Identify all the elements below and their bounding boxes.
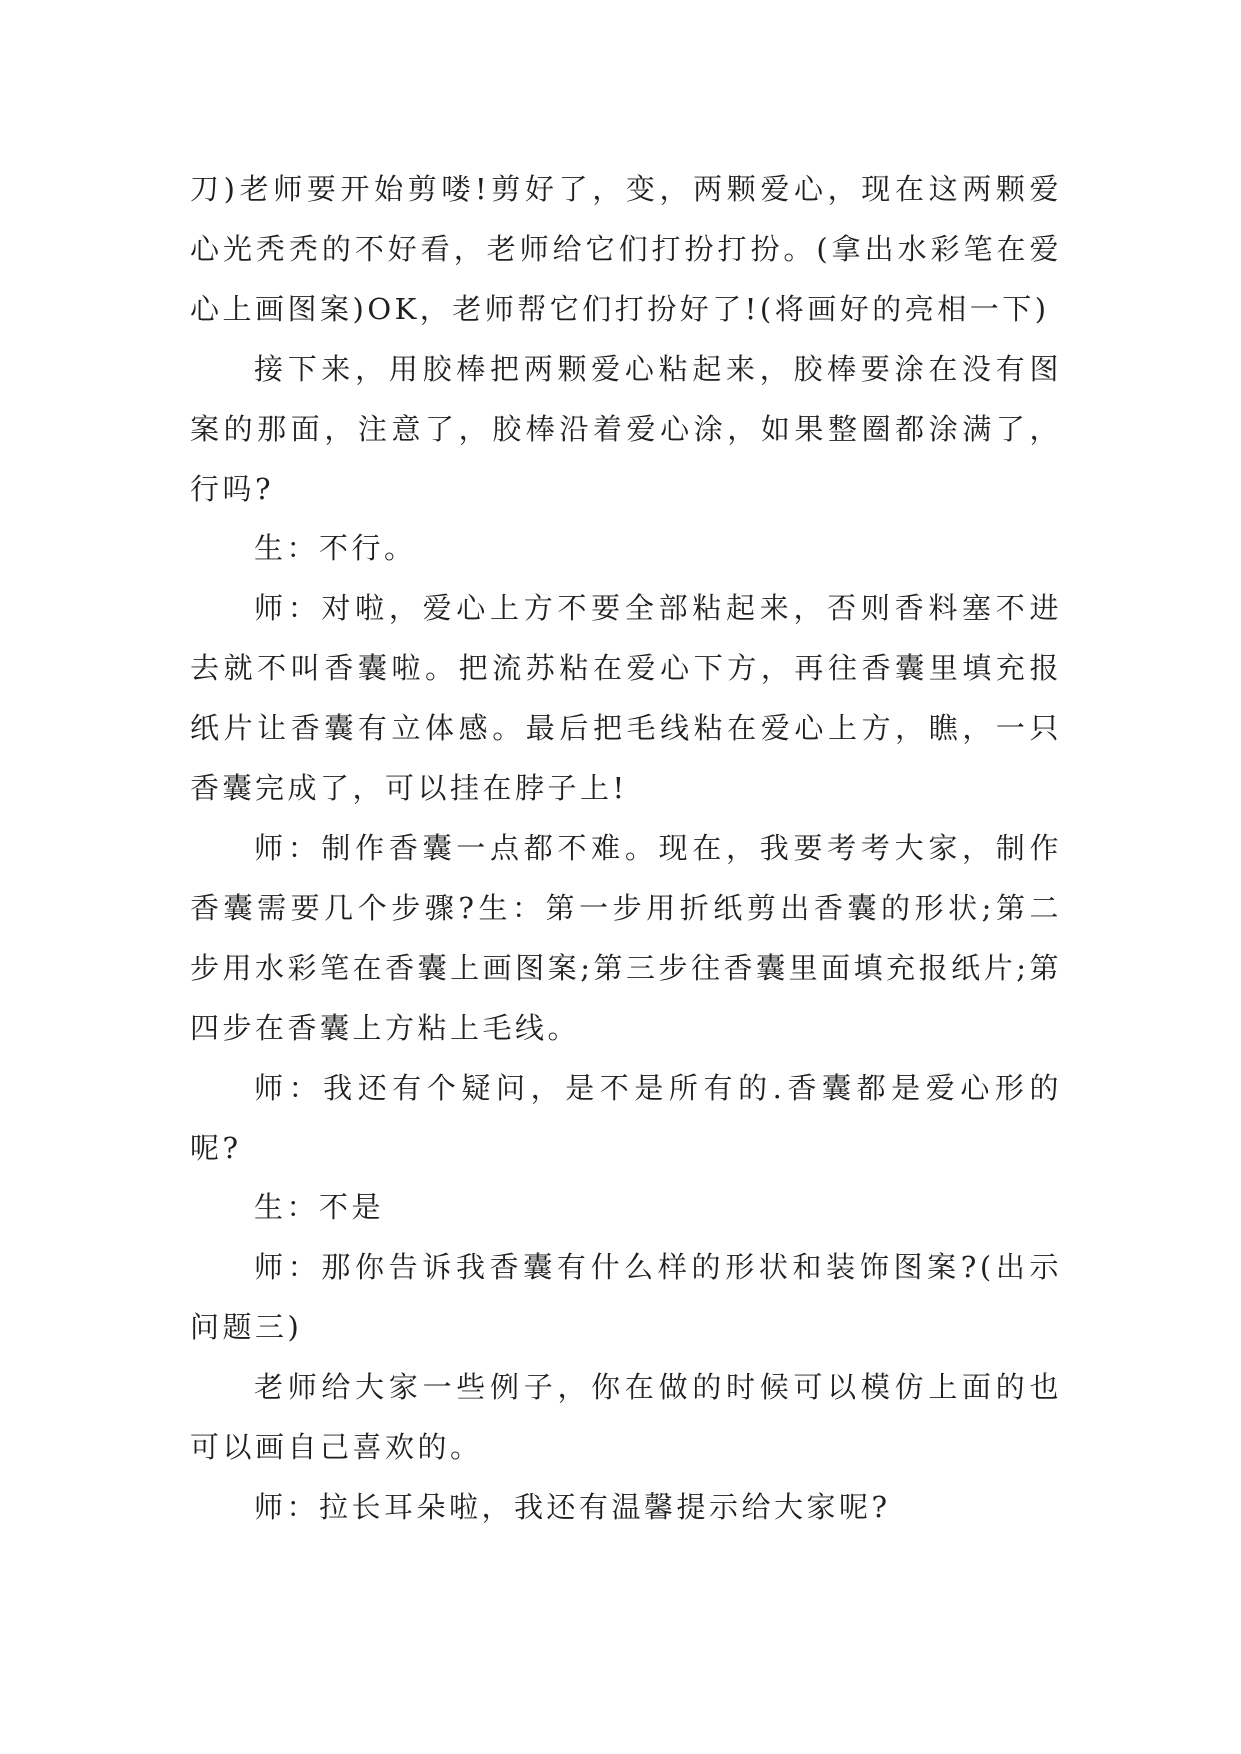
document-body xyxy=(190,160,1062,1538)
paragraph: 师：制作香囊一点都不难。现在，我要考考大家，制作香囊需要几个步骤?生：第一步用折纸剪出香囊的形状;第二步用水彩笔在香囊上画图案;第三步往香囊里面填充报纸片;第四步在香囊上方粘上毛线。 xyxy=(190,830,1062,1045)
paragraph: 刀)老师要开始剪喽!剪好了，变，两颗爱心，现在这两颗爱心光秃秃的不好看，老师给它们打扮打扮。(拿出水彩笔在爱心上画图案)OK，老师帮它们打扮好了!(将画好的亮相一下) xyxy=(190,172,1062,326)
paragraph: 老师给大家一些例子，你在做的时候可以模仿上面的也可以画自己喜欢的。 xyxy=(190,1370,1062,1465)
paragraph: 师：拉长耳朵啦，我还有温馨提示给大家呢? xyxy=(254,1489,891,1524)
paragraph: 生：不行。 xyxy=(254,531,417,566)
paragraph: 师：我还有个疑问，是不是所有的.香囊都是爱心形的呢? xyxy=(190,1070,1062,1165)
paragraph: 师：对啦，爱心上方不要全部粘起来，否则香料塞不进去就不叫香囊啦。把流苏粘在爱心下方，再往香囊里填充报纸片让香囊有立体感。最后把毛线粘在爱心上方，瞧，一只香囊完成了，可以挂在脖子上! xyxy=(190,591,1062,806)
paragraph: 生：不是 xyxy=(254,1190,385,1225)
paragraph: 师：那你告诉我香囊有什么样的形状和装饰图案?(出示问题三) xyxy=(190,1250,1062,1345)
paragraph: 接下来，用胶棒把两颗爱心粘起来，胶棒要涂在没有图案的那面，注意了，胶棒沿着爱心涂，如果整圈都涂满了，行吗? xyxy=(190,351,1062,506)
